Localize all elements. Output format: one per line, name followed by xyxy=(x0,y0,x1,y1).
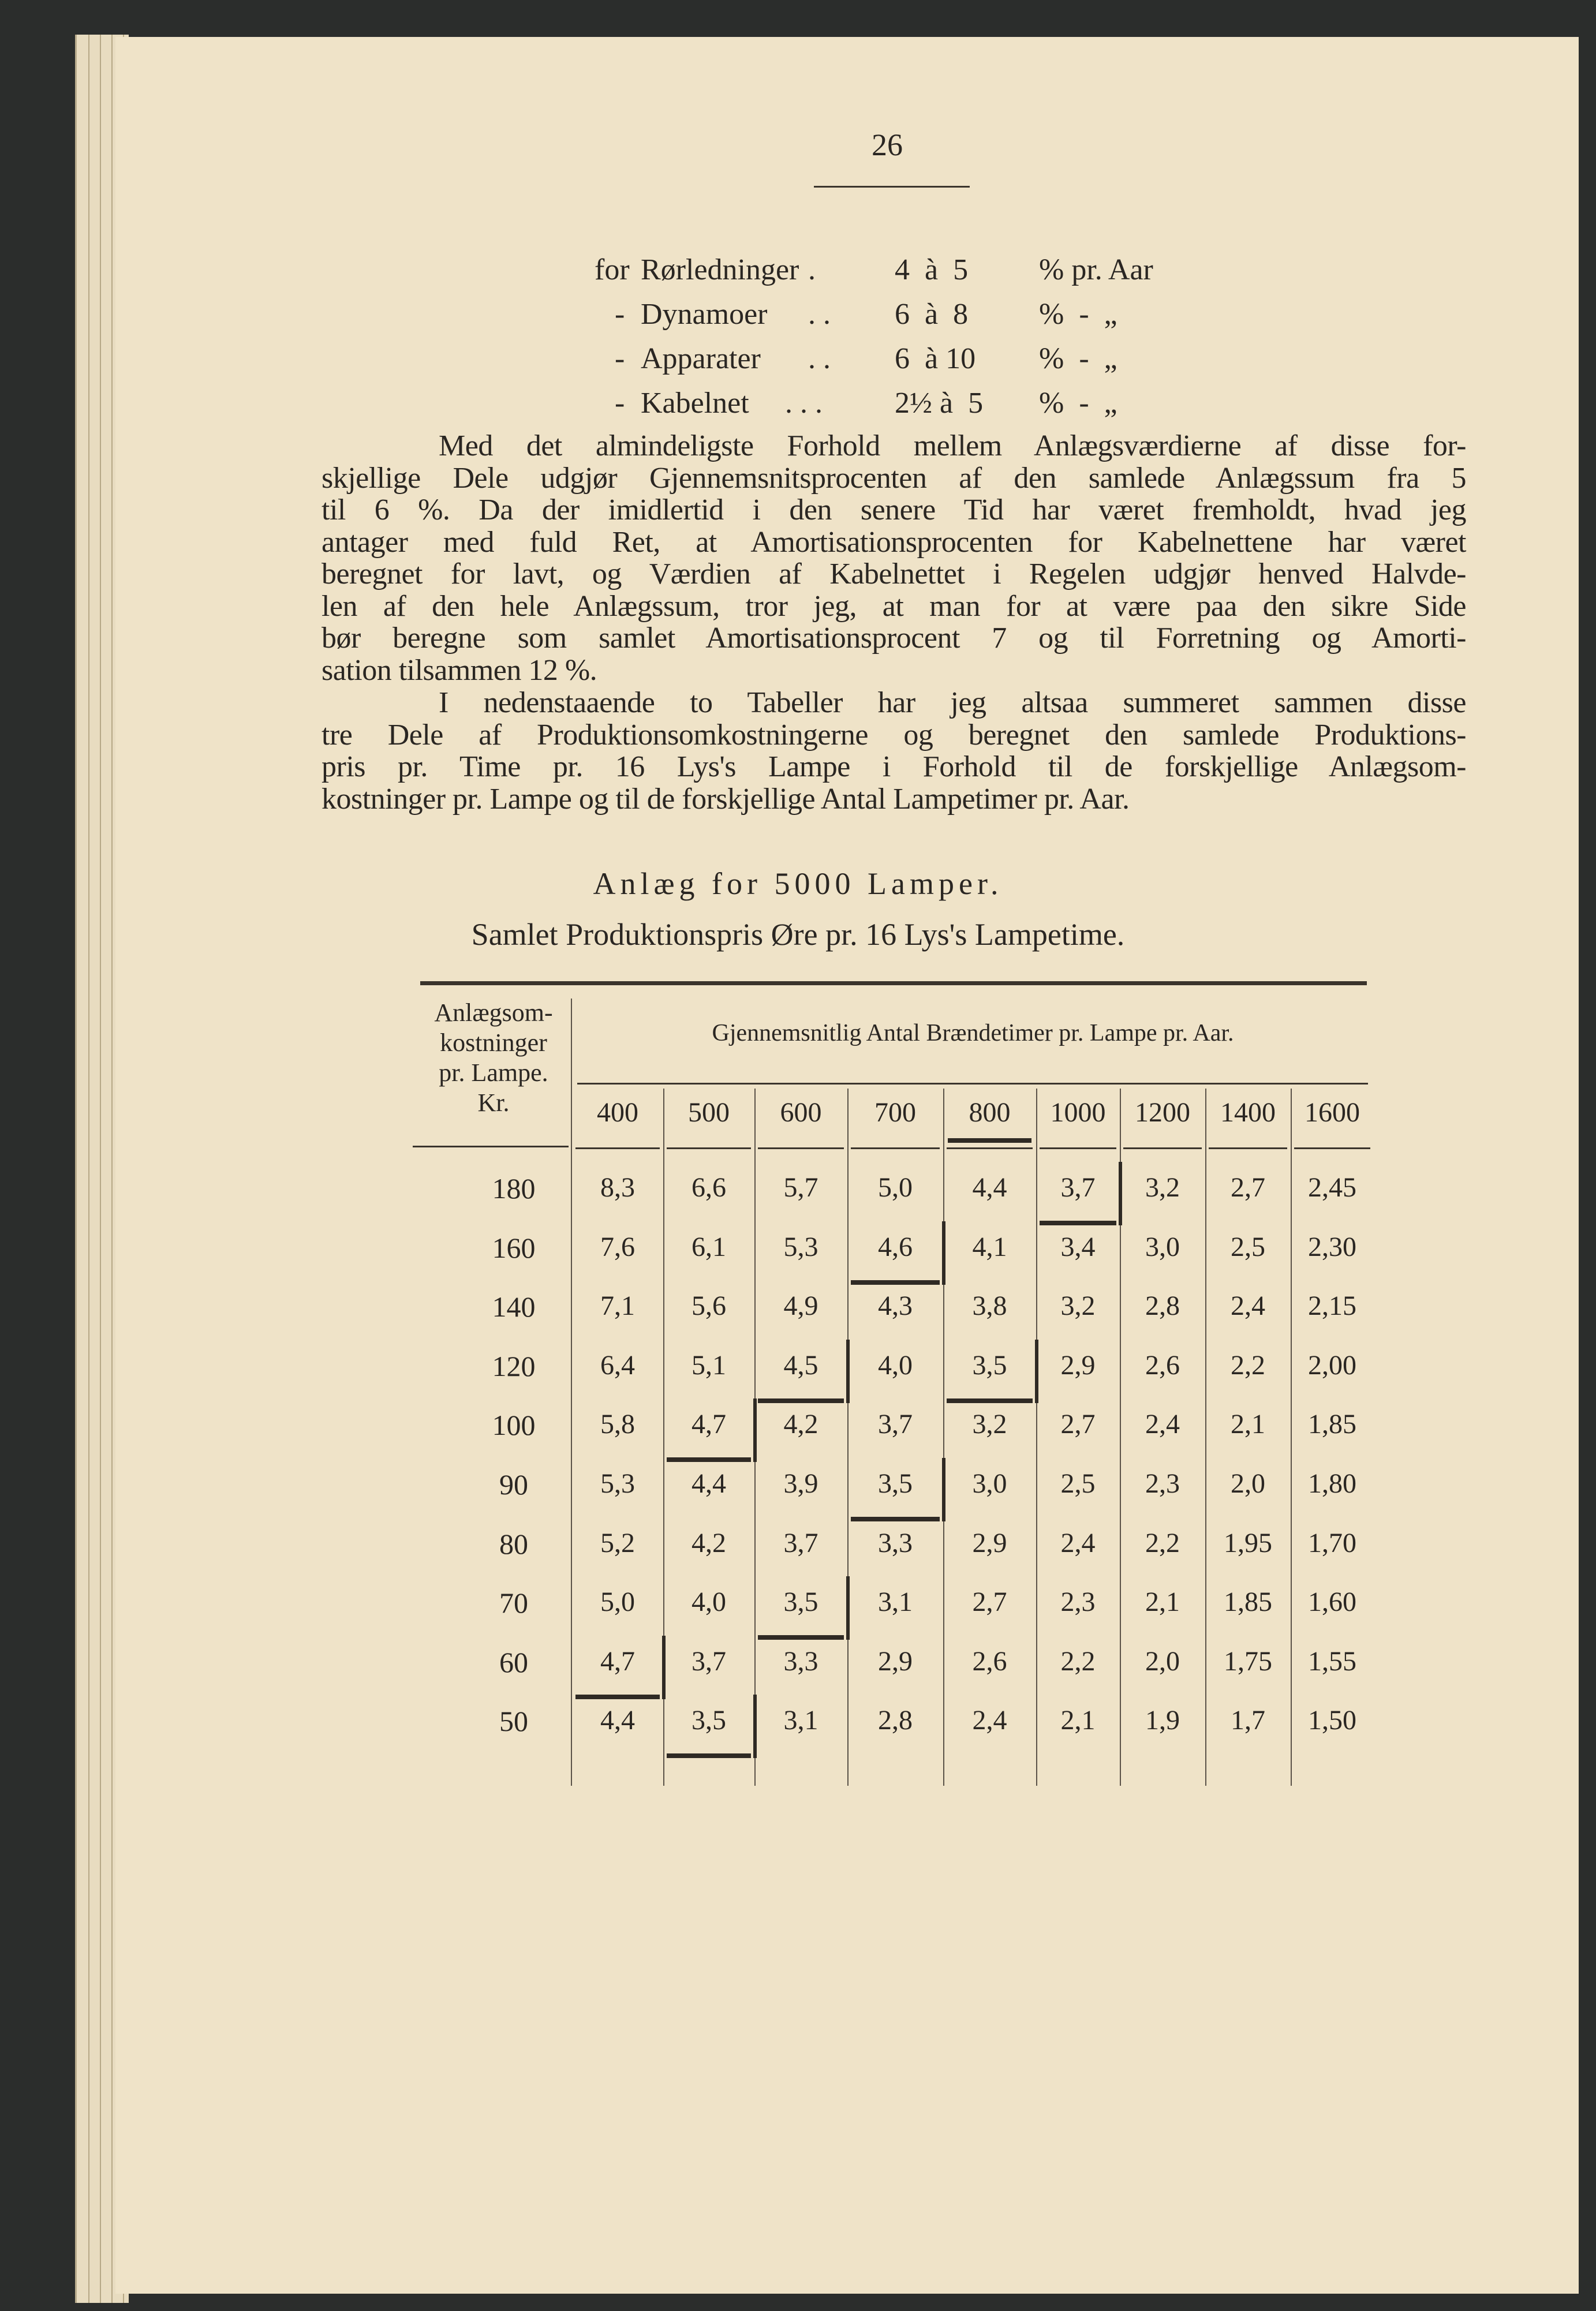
price-value: 5,7 xyxy=(783,1172,818,1203)
table-title: Anlæg for 5000 Lamper. xyxy=(593,866,1003,901)
row-header-line: pr. Lampe. xyxy=(439,1059,548,1087)
price-value: 4,0 xyxy=(878,1349,913,1381)
cost-value: 90 xyxy=(499,1468,528,1501)
price-value: 4,7 xyxy=(692,1409,726,1440)
rate-range: 4 à 5 xyxy=(895,253,969,286)
cost-value: 140 xyxy=(492,1291,536,1323)
rate-unit: % pr. Aar xyxy=(1039,253,1153,286)
price-value: 2,4 xyxy=(1145,1409,1180,1440)
step-divider xyxy=(942,1458,945,1521)
price-value: 1,95 xyxy=(1224,1527,1272,1558)
price-value: 2,9 xyxy=(972,1527,1007,1558)
price-value: 1,85 xyxy=(1308,1409,1356,1440)
group-header-rule xyxy=(577,1083,1368,1085)
price-value: 2,9 xyxy=(1060,1349,1096,1381)
price-value: 3,2 xyxy=(1060,1291,1096,1322)
price-value: 7,1 xyxy=(600,1291,635,1322)
text-line: skjellige Dele udgjør Gjennemsnitsprocenten af den samlede Anlægssum fra 5 xyxy=(322,461,1466,495)
rate-dots: . . xyxy=(808,298,831,331)
column-header-underline xyxy=(1040,1147,1116,1149)
text-line: bør beregne som samlet Amortisationsprocent 7 og til Forretning og Amorti- xyxy=(322,622,1466,655)
price-value: 2,2 xyxy=(1231,1349,1265,1381)
rate-unit: % - „ xyxy=(1039,342,1117,375)
column-header-underline xyxy=(947,1147,1033,1149)
price-value: 2,6 xyxy=(1145,1349,1180,1381)
column-header: 1600 xyxy=(1305,1097,1360,1128)
price-value: 4,6 xyxy=(878,1231,913,1262)
price-value: 5,2 xyxy=(600,1527,635,1558)
page-number: 26 xyxy=(872,128,903,162)
text-line: kostninger pr. Lampe og til de forskjellige Antal Lampetimer pr. Aar. xyxy=(322,782,1130,816)
price-value: 4,4 xyxy=(600,1705,635,1736)
column-header-underline xyxy=(667,1147,751,1149)
price-value: 1,70 xyxy=(1308,1527,1356,1558)
column-header-underline xyxy=(1294,1147,1370,1149)
rate-prefix: - xyxy=(615,342,625,375)
column-header: 800 xyxy=(969,1097,1011,1128)
price-value: 4,7 xyxy=(600,1646,635,1677)
price-value: 4,4 xyxy=(972,1172,1007,1203)
price-value: 5,3 xyxy=(600,1468,635,1499)
price-value: 2,45 xyxy=(1308,1172,1356,1203)
price-value: 1,7 xyxy=(1231,1705,1265,1736)
step-underline xyxy=(575,1695,660,1699)
price-value: 3,0 xyxy=(972,1468,1007,1499)
price-value: 5,0 xyxy=(878,1172,913,1203)
cost-value: 180 xyxy=(492,1172,536,1205)
price-value: 4,4 xyxy=(692,1468,726,1499)
price-value: 3,2 xyxy=(1145,1172,1180,1203)
price-value: 2,1 xyxy=(1060,1705,1096,1736)
price-value: 2,4 xyxy=(1231,1291,1265,1322)
table-top-rule xyxy=(420,981,1367,985)
price-value: 6,1 xyxy=(692,1231,726,1262)
rate-item: Apparater xyxy=(641,342,761,375)
price-value: 2,5 xyxy=(1231,1231,1265,1262)
price-value: 5,8 xyxy=(600,1409,635,1440)
text-line: Med det almindeligste Forhold mellem Anlægsværdierne af disse for- xyxy=(439,429,1466,462)
row-header-line: kostninger xyxy=(440,1029,547,1057)
column-header-underline xyxy=(575,1147,660,1149)
price-value: 2,8 xyxy=(1145,1291,1180,1322)
price-value: 3,7 xyxy=(878,1409,913,1440)
price-value: 3,3 xyxy=(783,1646,818,1677)
price-value: 3,8 xyxy=(972,1291,1007,1322)
rate-prefix: for xyxy=(595,253,630,286)
rate-prefix: - xyxy=(615,298,625,331)
row-header-line: Kr. xyxy=(477,1089,510,1117)
column-header-underline xyxy=(1209,1147,1287,1149)
price-value: 6,4 xyxy=(600,1349,635,1381)
rate-range: 6 à 8 xyxy=(895,298,969,331)
step-underline xyxy=(758,1635,844,1640)
rate-prefix: - xyxy=(615,387,625,420)
step-divider xyxy=(942,1221,945,1285)
price-value: 2,3 xyxy=(1145,1468,1180,1499)
price-value: 2,8 xyxy=(878,1705,913,1736)
step-underline xyxy=(851,1280,940,1285)
page-number-rule xyxy=(814,186,970,188)
text-line: til 6 %. Da der imidlertid i den senere Tid har været fremholdt, hvad jeg xyxy=(322,493,1466,526)
price-value: 3,7 xyxy=(783,1527,818,1558)
price-value: 1,75 xyxy=(1224,1646,1272,1677)
step-underline xyxy=(667,1753,751,1758)
price-value: 2,5 xyxy=(1060,1468,1096,1499)
price-value: 4,2 xyxy=(692,1527,726,1558)
rate-item: Kabelnet xyxy=(641,387,749,420)
price-value: 2,00 xyxy=(1308,1349,1356,1381)
price-value: 3,1 xyxy=(783,1705,818,1736)
column-header: 600 xyxy=(780,1097,822,1128)
price-value: 7,6 xyxy=(600,1231,635,1262)
price-value: 3,2 xyxy=(972,1409,1007,1440)
cost-value: 160 xyxy=(492,1231,536,1264)
price-value: 2,2 xyxy=(1060,1646,1096,1677)
text-line: pris pr. Time pr. 16 Lys's Lampe i Forhold til de forskjellige Anlægsom- xyxy=(322,750,1466,783)
rate-unit: % - „ xyxy=(1039,387,1117,420)
column-header: 700 xyxy=(874,1097,916,1128)
price-value: 2,6 xyxy=(972,1646,1007,1677)
price-value: 2,30 xyxy=(1308,1231,1356,1262)
step-underline xyxy=(851,1517,940,1521)
step-underline xyxy=(758,1398,844,1403)
price-value: 2,4 xyxy=(972,1705,1007,1736)
step-divider xyxy=(662,1636,666,1699)
step-divider xyxy=(1035,1340,1038,1403)
row-header-line: Anlægsom- xyxy=(434,999,553,1027)
rate-range: 6 à 10 xyxy=(895,342,976,375)
text-line: beregnet for lavt, og Værdien af Kabelnettet i Regelen udgjør henved Halvde- xyxy=(322,558,1466,590)
price-value: 3,5 xyxy=(692,1705,726,1736)
price-value: 3,7 xyxy=(692,1646,726,1677)
rate-item: Rørledninger xyxy=(641,253,799,286)
row-header-underline xyxy=(413,1146,569,1147)
column-header: 400 xyxy=(597,1097,638,1128)
price-value: 3,1 xyxy=(878,1587,913,1618)
price-value: 4,9 xyxy=(783,1291,818,1322)
price-value: 1,50 xyxy=(1308,1705,1356,1736)
price-value: 4,5 xyxy=(783,1349,818,1381)
price-value: 2,7 xyxy=(1231,1172,1265,1203)
column-header: 1200 xyxy=(1135,1097,1190,1128)
price-value: 3,5 xyxy=(878,1468,913,1499)
price-value: 3,5 xyxy=(783,1587,818,1618)
column-header: 1400 xyxy=(1220,1097,1276,1128)
column-header-underline xyxy=(1123,1147,1202,1149)
cost-value: 100 xyxy=(492,1409,536,1442)
table-subtitle: Samlet Produktionspris Øre pr. 16 Lys's Lampetime. xyxy=(471,917,1125,952)
rate-item: Dynamoer xyxy=(641,298,768,331)
text-line: sation tilsammen 12 %. xyxy=(322,653,597,687)
column-header-underline xyxy=(758,1147,844,1149)
column-header: 500 xyxy=(688,1097,730,1128)
price-value: 2,0 xyxy=(1231,1468,1265,1499)
price-value: 2,0 xyxy=(1145,1646,1180,1677)
price-value: 2,7 xyxy=(1060,1409,1096,1440)
text-line: I nedenstaaende to Tabeller har jeg altsaa summeret sammen disse xyxy=(439,686,1466,719)
step-divider xyxy=(846,1340,850,1403)
price-value: 4,1 xyxy=(972,1231,1007,1262)
rate-dots: . . . xyxy=(785,387,823,420)
price-value: 3,4 xyxy=(1060,1231,1096,1262)
price-value: 2,3 xyxy=(1060,1587,1096,1618)
rate-range: 2½ à 5 xyxy=(895,387,984,420)
rate-dots: . . xyxy=(808,342,831,375)
rate-dots: . xyxy=(808,253,816,286)
step-divider xyxy=(753,1695,757,1758)
text-line: tre Dele af Produktionsomkostningerne og beregnet den samlede Produktions- xyxy=(322,718,1466,751)
column-header-underline xyxy=(851,1147,940,1149)
price-value: 1,55 xyxy=(1308,1646,1356,1677)
price-value: 3,7 xyxy=(1060,1172,1096,1203)
step-divider xyxy=(753,1398,757,1462)
price-value: 2,1 xyxy=(1145,1587,1180,1618)
column-group-header: Gjennemsnitlig Antal Brændetimer pr. Lampe pr. Aar. xyxy=(712,1020,1234,1046)
step-underline xyxy=(947,1398,1033,1403)
text-line: len af den hele Anlægssum, tror jeg, at man for at være paa den sikre Side xyxy=(322,589,1466,623)
column-header: 1000 xyxy=(1050,1097,1106,1128)
price-value: 1,60 xyxy=(1308,1587,1356,1618)
cost-value: 120 xyxy=(492,1349,536,1382)
price-value: 2,1 xyxy=(1231,1409,1265,1440)
price-value: 2,15 xyxy=(1308,1291,1356,1322)
price-value: 1,85 xyxy=(1224,1587,1272,1618)
price-value: 3,5 xyxy=(972,1349,1007,1381)
step-divider xyxy=(1119,1162,1122,1225)
price-value: 3,3 xyxy=(878,1527,913,1558)
price-value: 4,0 xyxy=(692,1587,726,1618)
price-value: 5,1 xyxy=(692,1349,726,1381)
step-underline xyxy=(1040,1221,1116,1225)
price-value: 2,9 xyxy=(878,1646,913,1677)
cost-value: 60 xyxy=(499,1646,528,1678)
price-value: 5,3 xyxy=(783,1231,818,1262)
price-value: 2,2 xyxy=(1145,1527,1180,1558)
price-value: 2,4 xyxy=(1060,1527,1096,1558)
price-value: 6,6 xyxy=(692,1172,726,1203)
cost-value: 80 xyxy=(499,1527,528,1560)
price-value: 1,9 xyxy=(1145,1705,1180,1736)
step-divider xyxy=(846,1576,850,1640)
cost-value: 50 xyxy=(499,1705,528,1738)
price-value: 5,6 xyxy=(692,1291,726,1322)
text-line: antager med fuld Ret, at Amortisationsprocenten for Kabelnettene har været xyxy=(322,525,1466,559)
header-mark xyxy=(948,1138,1031,1143)
price-value: 1,80 xyxy=(1308,1468,1356,1499)
rate-unit: % - „ xyxy=(1039,298,1117,331)
price-value: 3,9 xyxy=(783,1468,818,1499)
step-underline xyxy=(667,1457,751,1462)
price-value: 3,0 xyxy=(1145,1231,1180,1262)
cost-value: 70 xyxy=(499,1587,528,1620)
price-value: 4,3 xyxy=(878,1291,913,1322)
price-value: 4,2 xyxy=(783,1409,818,1440)
price-value: 2,7 xyxy=(972,1587,1007,1618)
price-value: 5,0 xyxy=(600,1587,635,1618)
price-value: 8,3 xyxy=(600,1172,635,1203)
